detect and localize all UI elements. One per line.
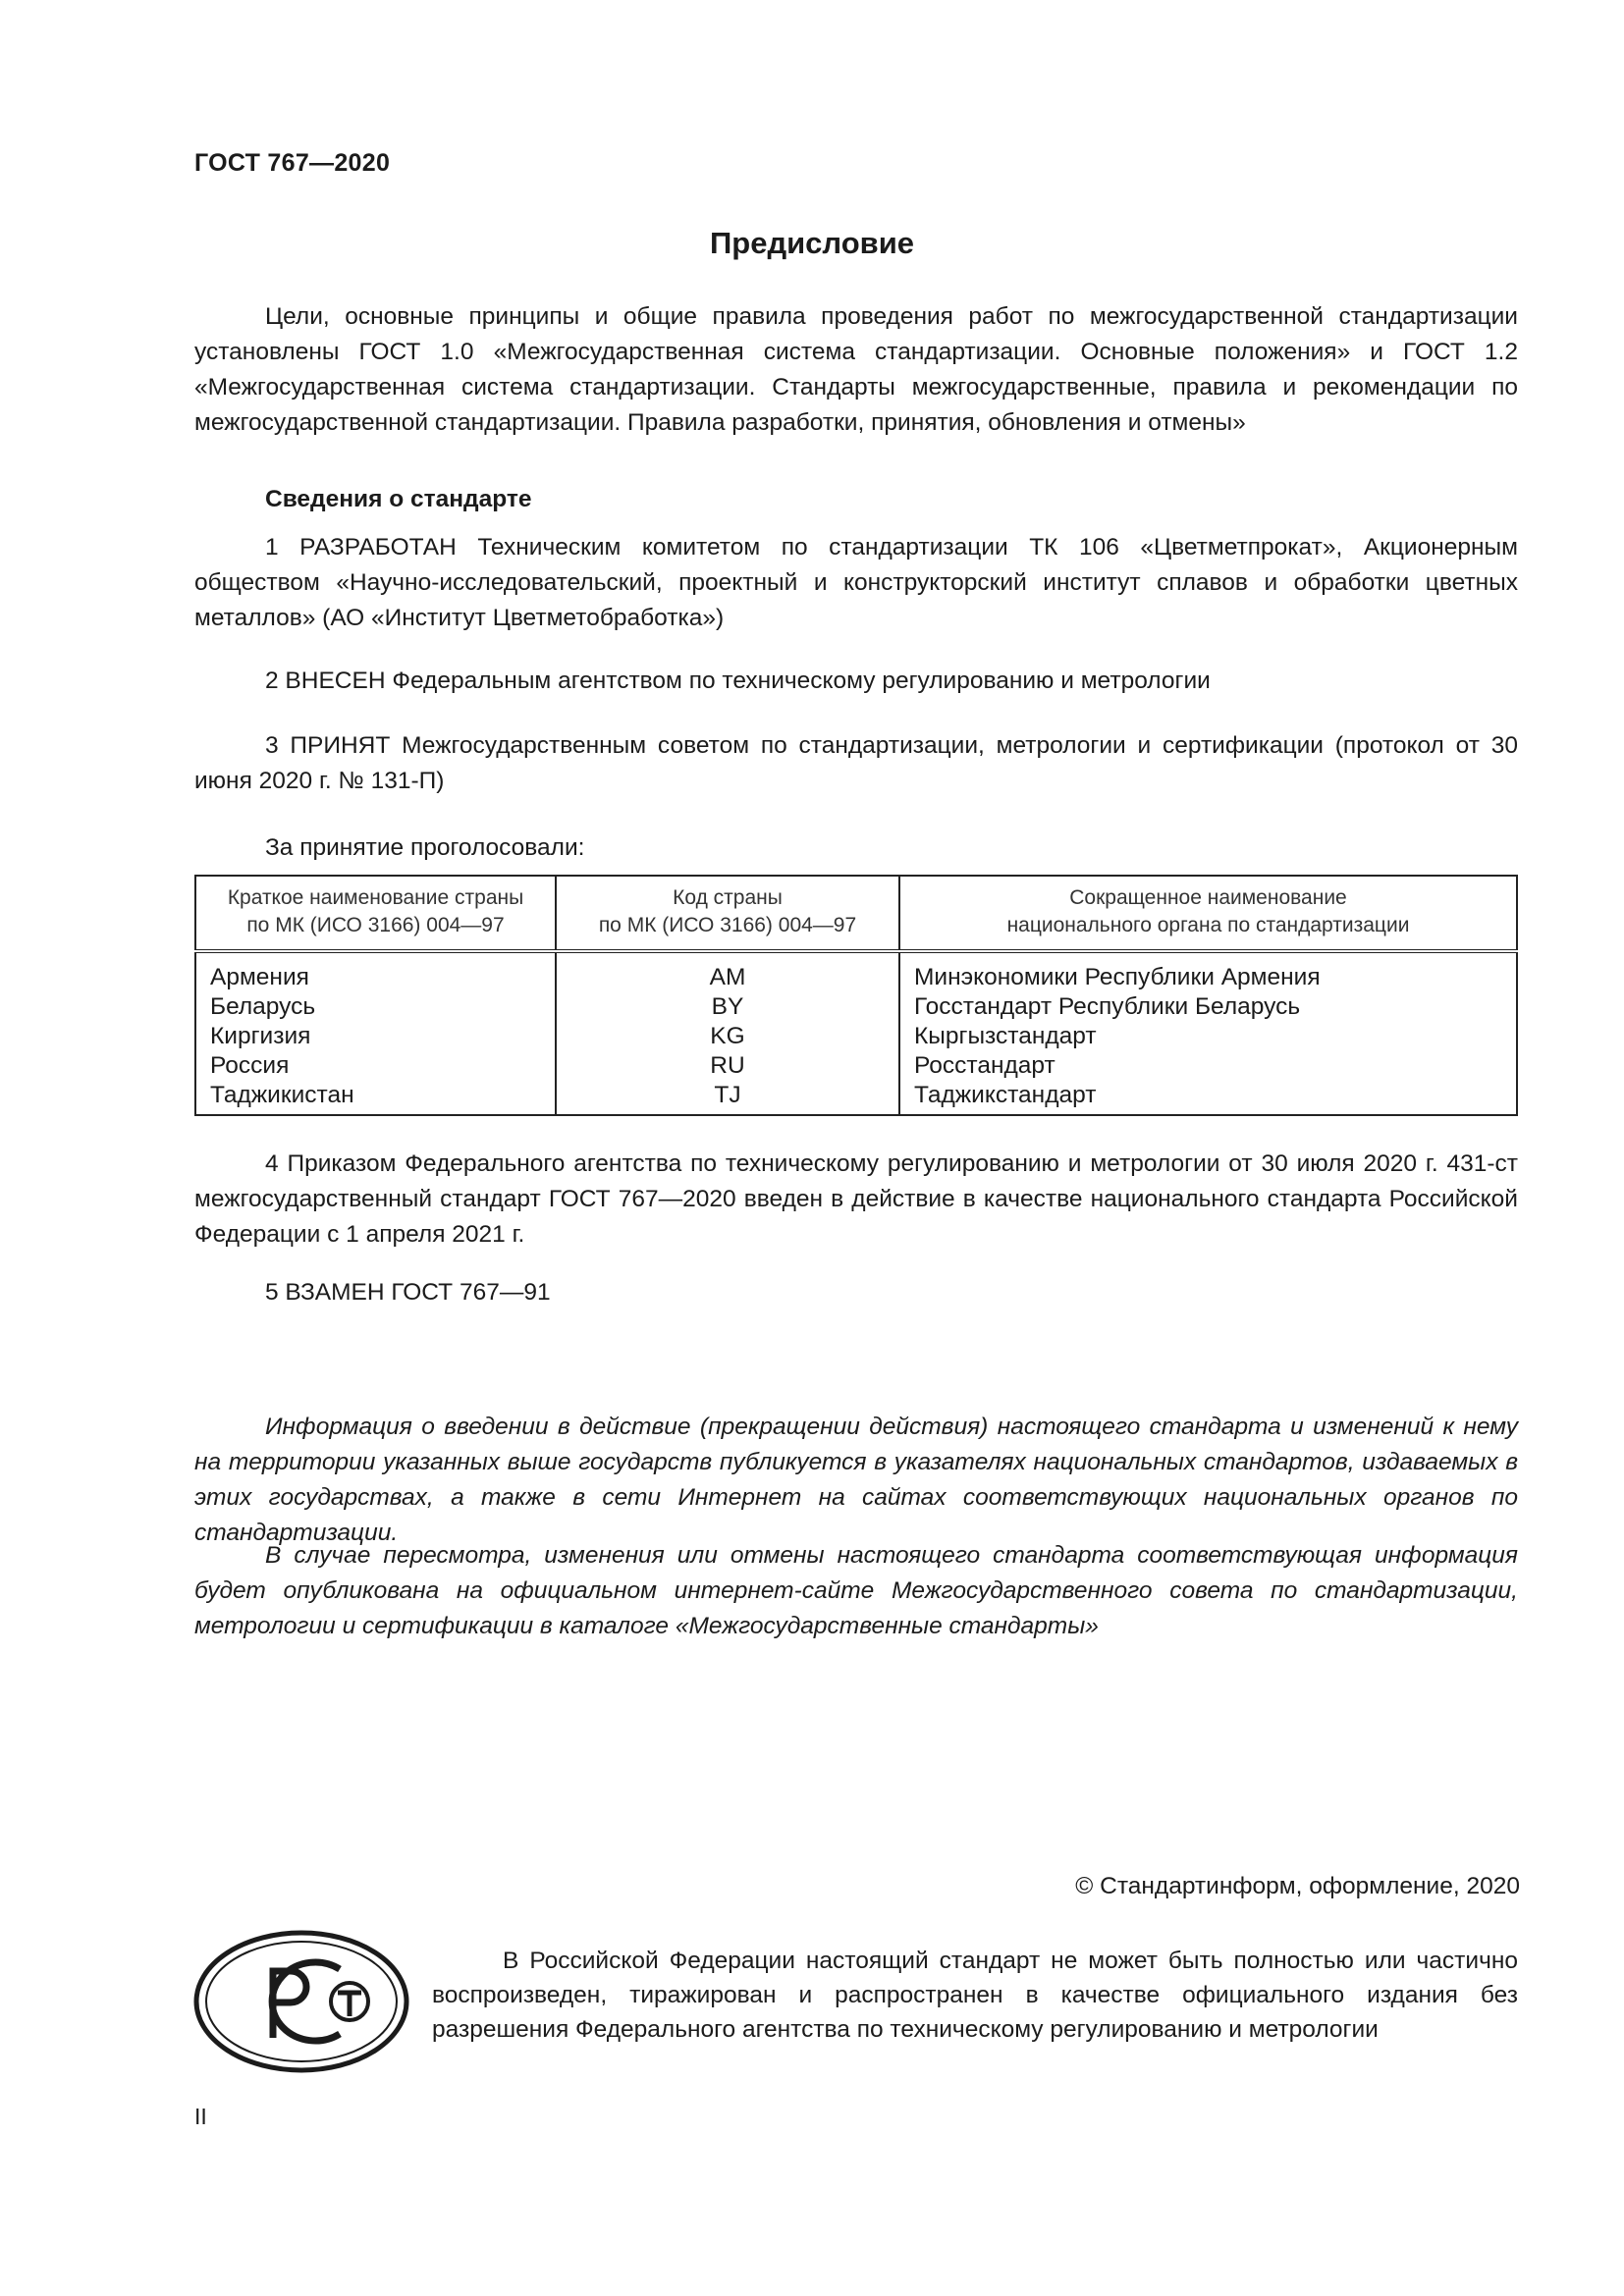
header-code-line2: по МК (ИСО 3166) 004—97 bbox=[598, 914, 857, 936]
body-cell: Росстандарт bbox=[899, 1051, 1517, 1081]
header-country-line1: Краткое наименование страны bbox=[227, 886, 524, 909]
table-row bbox=[195, 992, 1517, 1022]
country-cell: Таджикистан bbox=[195, 1081, 556, 1115]
item-enacted bbox=[194, 1147, 1518, 1253]
item-enacted-text: 4 Приказом Федерального агентства по техническому регулированию и метрологии от 30 июля 2020 г. 431-ст межгосударственный стандарт ГОСТ 767—2020 введен в действие в качестве национального стандарта Российской Федерации с 1 апреля 2021 г. bbox=[194, 1150, 1518, 1248]
info-note-publication bbox=[194, 1410, 1518, 1551]
country-cell: Армения bbox=[195, 951, 556, 992]
item-introduced: 2 ВНЕСЕН Федеральным агентством по техническому регулированию и метрологии bbox=[265, 667, 1211, 694]
reproduction-notice-text: В Российской Федерации настоящий стандарт не может быть полностью или частично воспроизведен, тиражирован и распространен в качестве официального издания без разрешения Федерального агентства по техническому регулированию и метрологии bbox=[432, 1948, 1518, 2043]
table-row bbox=[195, 1022, 1517, 1051]
intro-paragraph bbox=[194, 299, 1518, 441]
item-developed bbox=[194, 530, 1518, 636]
code-cell: TJ bbox=[556, 1081, 899, 1115]
body-cell: Госстандарт Республики Беларусь bbox=[899, 992, 1517, 1022]
header-country-line2: по МК (ИСО 3166) 004—97 bbox=[246, 914, 505, 936]
intro-text: Цели, основные принципы и общие правила проведения работ по межгосударственной стандартизации установлены ГОСТ 1.0 «Межгосударственная система стандартизации. Основные положения» и ГОСТ 1.2 «Межгосударственная система стандартизации. Стандарты межгосударственные, правила и рекомендации по межгосударственной стандартизации. Правила разработки, принятия, обновления и отмены» bbox=[194, 303, 1518, 436]
header-country bbox=[195, 876, 556, 951]
info-note-revision bbox=[194, 1538, 1518, 1644]
section-title: Предисловие bbox=[709, 226, 914, 260]
body-cell: Таджикстандарт bbox=[899, 1081, 1517, 1115]
country-cell: Беларусь bbox=[195, 992, 556, 1022]
header-body-line1: Сокращенное наименование bbox=[1069, 886, 1347, 909]
info-note-publication-text: Информация о введении в действие (прекращении действия) настоящего стандарта и изменений к нему на территории указанных выше государств публикуется в указателях национальных стандартов, издаваемых в этих государствах, а также в сети Интернет на сайтах соответствующих национальных органов по стандартизации. bbox=[194, 1414, 1518, 1546]
reproduction-notice bbox=[432, 1944, 1518, 2047]
page-number: II bbox=[194, 2104, 207, 2129]
pst-certification-mark-icon bbox=[192, 1928, 410, 2075]
document-code: ГОСТ 767—2020 bbox=[194, 149, 391, 177]
header-body-line2: национального органа по стандартизации bbox=[1006, 914, 1410, 936]
item-adopted-text: 3 ПРИНЯТ Межгосударственным советом по стандартизации, метрологии и сертификации (протокол от 30 июня 2020 г. № 131-П) bbox=[194, 732, 1518, 794]
item-developed-text: 1 РАЗРАБОТАН Техническим комитетом по стандартизации ТК 106 «Цветметпрокат», Акционерным обществом «Научно-исследовательский, проектный и конструкторский институт сплавов и обработки цветных металлов» (АО «Институт Цветметобработка») bbox=[194, 534, 1518, 631]
vote-table-header-row bbox=[195, 876, 1517, 951]
code-cell: RU bbox=[556, 1051, 899, 1081]
vote-table bbox=[194, 875, 1518, 1116]
info-note-revision-text: В случае пересмотра, изменения или отмены настоящего стандарта соответствующая информация будет опубликована на официальном интернет-сайте Межгосударственного совета по стандартизации, метрологии и сертификации в каталоге «Межгосударственные стандарты» bbox=[194, 1542, 1518, 1639]
country-cell: Россия bbox=[195, 1051, 556, 1081]
voted-label: За принятие проголосовали: bbox=[265, 834, 585, 861]
item-adopted bbox=[194, 728, 1518, 799]
table-row bbox=[195, 951, 1517, 992]
code-cell: AM bbox=[556, 951, 899, 992]
header-code-line1: Код страны bbox=[673, 886, 783, 909]
header-body bbox=[899, 876, 1517, 951]
table-row bbox=[195, 1081, 1517, 1115]
code-cell: KG bbox=[556, 1022, 899, 1051]
header-code bbox=[556, 876, 899, 951]
body-cell: Кыргызстандарт bbox=[899, 1022, 1517, 1051]
item-replaces: 5 ВЗАМЕН ГОСТ 767—91 bbox=[265, 1279, 551, 1306]
info-heading: Сведения о стандарте bbox=[265, 486, 532, 512]
copyright: © Стандартинформ, оформление, 2020 bbox=[1075, 1873, 1520, 1899]
table-row bbox=[195, 1051, 1517, 1081]
body-cell: Минэкономики Республики Армения bbox=[899, 951, 1517, 992]
code-cell: BY bbox=[556, 992, 899, 1022]
country-cell: Киргизия bbox=[195, 1022, 556, 1051]
